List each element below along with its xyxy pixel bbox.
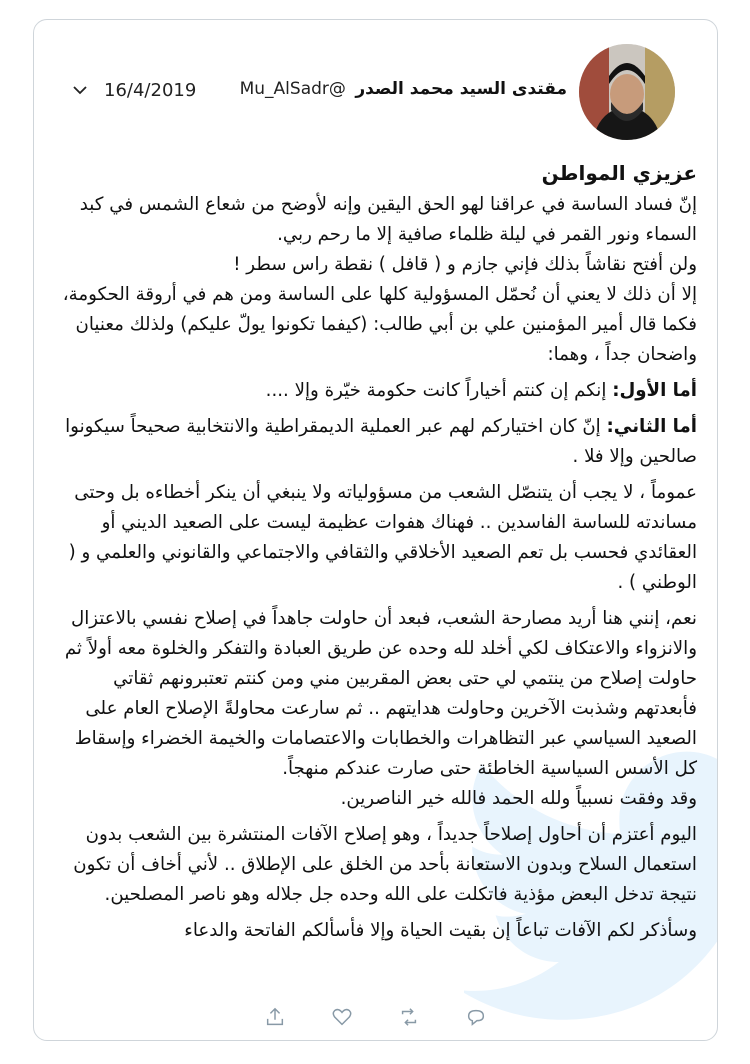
first-text: إنكم إن كنتم أخياراً كانت حكومة خيّرة وإلا ....	[265, 380, 613, 401]
retweet-icon[interactable]	[398, 1006, 420, 1028]
paragraph: ولن أفتح نقاشاً بذلك فإني جازم و ( قافل ) نقطة راس سطر !	[233, 254, 697, 275]
tweet-actions	[34, 1000, 718, 1036]
paragraph: وسأذكر لكم الآفات تباعاً إن بقيت الحياة وإلا فأسألكم الفاتحة والدعاء	[184, 920, 697, 941]
author-line	[240, 79, 567, 99]
tweet-date[interactable]: 16/4/2019	[104, 80, 197, 101]
paragraph: اليوم أعتزم أن أحاول إصلاحاً جديداً ، وهو إصلاح الآفات المنتشرة بين الشعب بدون استعمال السلاح وبدون الاستعانة بأحد من الخلق على الإطلاق .. لأني أخاف أن تكون نتيجة تدخل البعض مؤذية فاتكلت على الله وحده جل جلاله وهو ناصر المصلحين.	[73, 824, 697, 905]
reply-icon[interactable]	[465, 1006, 487, 1028]
tweet-header	[34, 20, 718, 150]
share-icon[interactable]	[264, 1006, 286, 1028]
first-label: أما الأول:	[612, 380, 697, 401]
tweet-card	[33, 19, 718, 1041]
first-point	[56, 376, 697, 406]
chevron-down-icon[interactable]	[72, 84, 88, 96]
author-handle[interactable]: @Mu_AlSadr	[239, 79, 346, 99]
second-text: إنّ كان اختياركم لهم عبر العملية الديمقراطية والانتخابية صحيحاً سيكونوا صالحين وإلا فلا .	[65, 416, 697, 467]
paragraph: وقد وفقت نسبياً ولله الحمد فالله خير الناصرين.	[340, 788, 697, 809]
author-name[interactable]: مقتدى السيد محمد الصدر	[355, 79, 567, 99]
avatar[interactable]	[579, 44, 675, 140]
tweet-body	[56, 156, 697, 946]
paragraph: إنّ فساد الساسة في عراقنا لهو الحق اليقين وإنه لأوضح من شعاع الشمس في كبد السماء ونور القمر في ليلة ظلماء صافية إلا ما رحم ربي.	[79, 194, 697, 245]
paragraph: نعم، إنني هنا أريد مصارحة الشعب، فبعد أن حاولت جاهداً في إصلاح نفسي بالاعتزال والانزواء والاعتكاف لكي أخلد لله وحده عن طريق العبادة والتفكر والخلوة معه أولاً ثم حاولت إصلاح من ينتمي لي حتى بعض المقربين مني ومن كنتم تعتبرونهم ثقاتي فأبعدتهم وشذبت الآخرين وحاولت هدايتهم .. ثم سارعت محاولةً الإصلاح العام على الصعيد السياسي عبر التظاهرات والخطابات والاعتصامات والخيمة الخضراء وإسقاط كل الأسس السياسية الخاطئة حتى صارت عندكم منهجاً.	[64, 608, 697, 779]
avatar-photo-icon	[579, 44, 675, 140]
paragraph: إلا أن ذلك لا يعني أن نُحمّل المسؤولية كلها على الساسة ومن هم في أروقة الحكومة، فكما قال أمير المؤمنين علي بن أبي طالب: (كيفما تكونوا يولّ عليكم) ولذلك معنيان واضحان جداً ، وهما:	[62, 284, 697, 365]
greeting: عزيزي المواطن	[541, 161, 697, 185]
second-point	[56, 412, 697, 472]
second-label: أما الثاني:	[606, 416, 697, 437]
like-icon[interactable]	[331, 1006, 353, 1028]
paragraph: عموماً ، لا يجب أن يتنصّل الشعب من مسؤولياته ولا ينبغي أن ينكر أخطاءه بل وحتى مساندته للساسة الفاسدين .. فهناك هفوات عظيمة ليست على الصعيد الديني أو العقائدي فحسب بل تعم الصعيد الأخلاقي والثقافي والاجتماعي والقانوني والعلمي و ( الوطني ) .	[68, 482, 697, 593]
